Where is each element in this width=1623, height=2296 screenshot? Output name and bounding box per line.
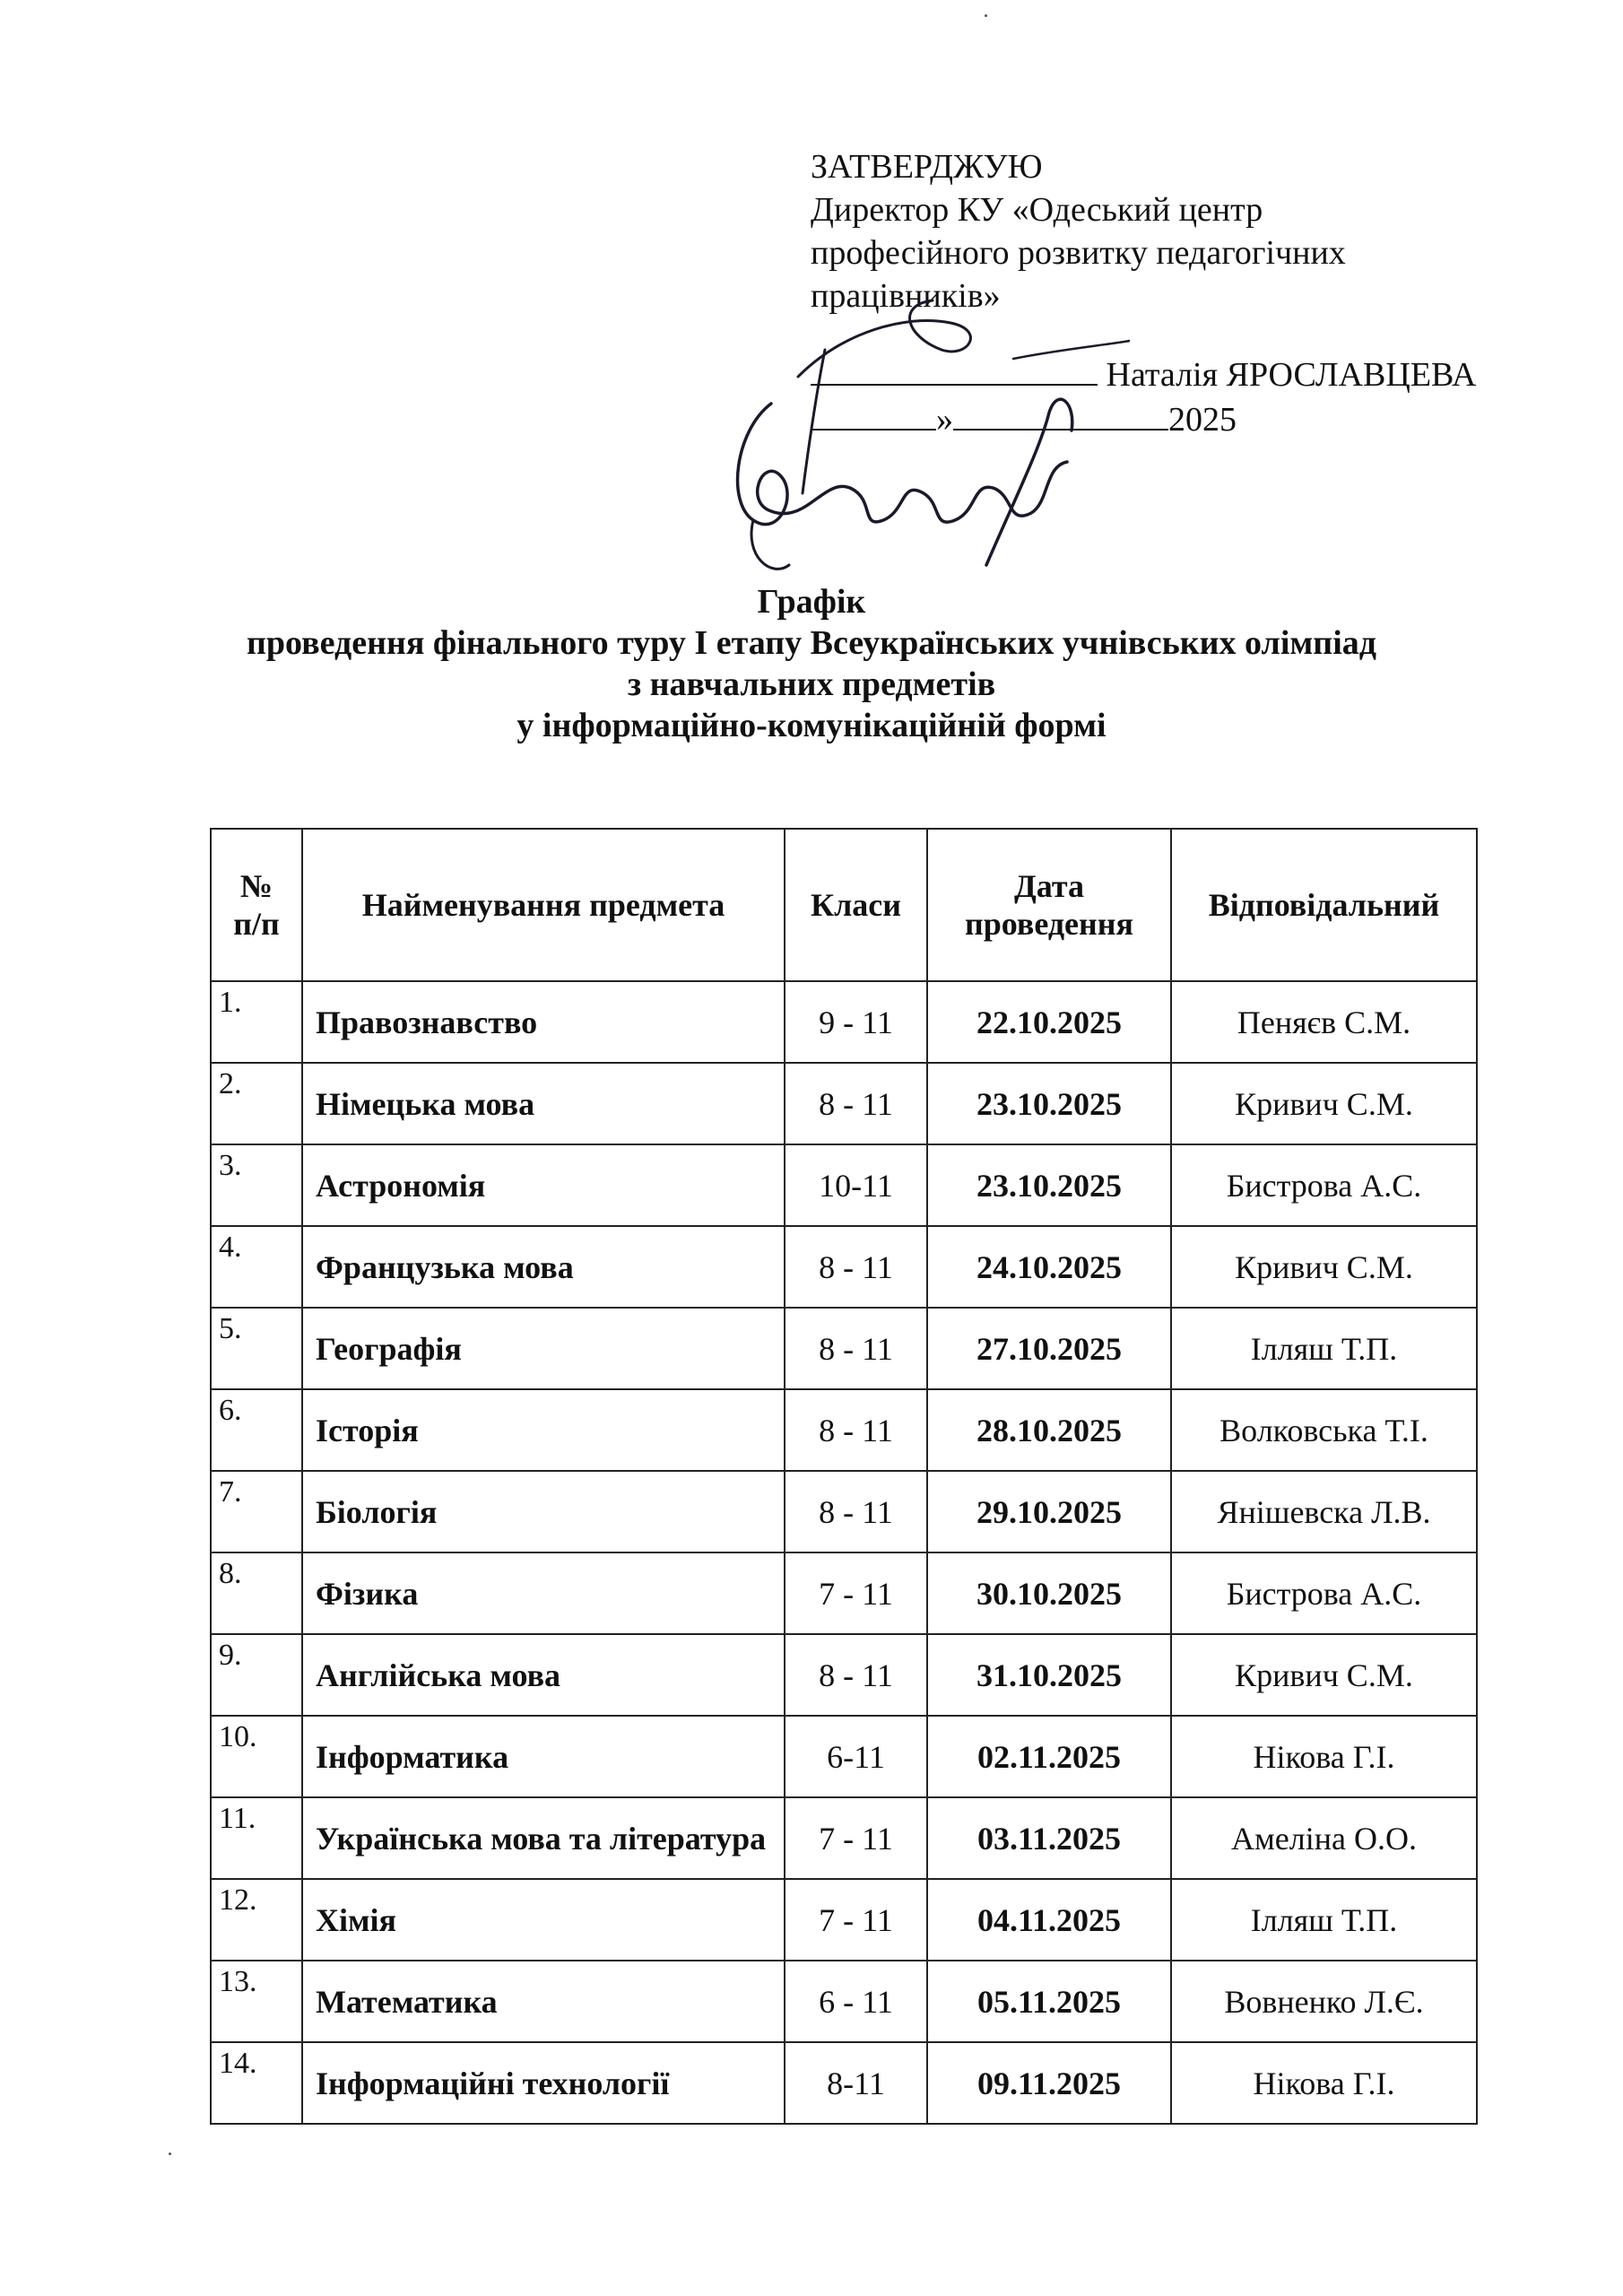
row-num: 10.: [211, 1716, 302, 1797]
row-responsible: Пеняєв С.М.: [1171, 981, 1477, 1063]
table-row: [211, 1716, 1477, 1797]
row-subject: Французька мова: [302, 1226, 785, 1308]
row-responsible: Амеліна О.О.: [1171, 1797, 1477, 1879]
row-date: 24.10.2025: [927, 1226, 1171, 1308]
row-responsible: Волковська Т.І.: [1171, 1389, 1477, 1471]
header-date-line1: Дата: [1014, 868, 1084, 904]
scan-speck: [169, 2152, 171, 2155]
row-responsible: Нікова Г.І.: [1171, 1716, 1477, 1797]
row-date: 04.11.2025: [927, 1879, 1171, 1961]
row-subject: Фізика: [302, 1552, 785, 1634]
row-classes: 8 - 11: [785, 1063, 927, 1144]
row-date: 28.10.2025: [927, 1389, 1171, 1471]
table-row: [211, 1797, 1477, 1879]
row-classes: 7 - 11: [785, 1552, 927, 1634]
header-date: [927, 829, 1171, 981]
scan-speck: [985, 14, 987, 17]
row-date: 30.10.2025: [927, 1552, 1171, 1634]
document-title: [0, 581, 1623, 746]
row-date: 29.10.2025: [927, 1471, 1171, 1552]
table-row: [211, 1063, 1477, 1144]
table-row: [211, 981, 1477, 1063]
row-subject: Українська мова та література: [302, 1797, 785, 1879]
row-responsible: Ілляш Т.П.: [1171, 1879, 1477, 1961]
row-responsible: Кривич С.М.: [1171, 1634, 1477, 1716]
row-date: 09.11.2025: [927, 2042, 1171, 2124]
row-num: 12.: [211, 1879, 302, 1961]
table-row: [211, 1144, 1477, 1226]
approval-position-line3: працівників»: [811, 277, 1001, 315]
row-subject: Інформатика: [302, 1716, 785, 1797]
row-subject: Німецька мова: [302, 1063, 785, 1144]
table-row: [211, 1961, 1477, 2042]
table-row: [211, 1226, 1477, 1308]
header-responsible: Відповідальний: [1171, 829, 1477, 981]
header-subject: Найменування предмета: [302, 829, 785, 981]
table-row: [211, 1552, 1477, 1634]
row-subject: Правознавство: [302, 981, 785, 1063]
title-line1: Графік: [757, 583, 866, 621]
row-responsible: Бистрова А.С.: [1171, 1552, 1477, 1634]
row-num: 13.: [211, 1961, 302, 2042]
header-num-line1: №: [239, 868, 273, 904]
row-date: 23.10.2025: [927, 1144, 1171, 1226]
row-date: 22.10.2025: [927, 981, 1171, 1063]
row-num: 6.: [211, 1389, 302, 1471]
header-num: [211, 829, 302, 981]
row-date: 31.10.2025: [927, 1634, 1171, 1716]
approval-position-line1: Директор КУ «Одеський центр: [811, 191, 1263, 229]
row-classes: 8 - 11: [785, 1308, 927, 1389]
row-responsible: Янішевска Л.В.: [1171, 1471, 1477, 1552]
director-name: Наталія ЯРОСЛАВЦЕВА: [1106, 356, 1477, 394]
table-row: [211, 1389, 1477, 1471]
table-row: [211, 1308, 1477, 1389]
table-header-row: [211, 829, 1477, 981]
approval-heading: ЗАТВЕРДЖУЮ: [811, 148, 1043, 186]
row-num: 5.: [211, 1308, 302, 1389]
row-num: 7.: [211, 1471, 302, 1552]
row-num: 2.: [211, 1063, 302, 1144]
row-classes: 9 - 11: [785, 981, 927, 1063]
row-date: 05.11.2025: [927, 1961, 1171, 2042]
row-num: 4.: [211, 1226, 302, 1308]
row-responsible: Кривич С.М.: [1171, 1226, 1477, 1308]
row-subject: Астрономія: [302, 1144, 785, 1226]
row-subject: Англійська мова: [302, 1634, 785, 1716]
header-date-line2: проведення: [965, 906, 1133, 942]
row-num: 14.: [211, 2042, 302, 2124]
row-classes: 8-11: [785, 2042, 927, 2124]
title-line4: у інформаційно-комунікаційній формі: [516, 707, 1107, 744]
row-subject: Математика: [302, 1961, 785, 2042]
title-line2: проведення фінального туру І етапу Всеукраїнських учнівських олімпіад: [247, 624, 1376, 662]
row-num: 8.: [211, 1552, 302, 1634]
row-classes: 6-11: [785, 1716, 927, 1797]
row-classes: 10-11: [785, 1144, 927, 1226]
row-date: 23.10.2025: [927, 1063, 1171, 1144]
row-responsible: Бистрова А.С.: [1171, 1144, 1477, 1226]
table-row: [211, 1634, 1477, 1716]
row-num: 11.: [211, 1797, 302, 1879]
approval-year: 2025: [1168, 401, 1237, 439]
row-subject: Інформаційні технології: [302, 2042, 785, 2124]
row-num: 1.: [211, 981, 302, 1063]
row-num: 9.: [211, 1634, 302, 1716]
row-classes: 8 - 11: [785, 1226, 927, 1308]
row-responsible: Ілляш Т.П.: [1171, 1308, 1477, 1389]
row-subject: Біологія: [302, 1471, 785, 1552]
table-row: [211, 1879, 1477, 1961]
table-row: [211, 2042, 1477, 2124]
approval-position-line2: професійного розвитку педагогічних: [811, 234, 1346, 272]
row-subject: Історія: [302, 1389, 785, 1471]
row-date: 02.11.2025: [927, 1716, 1171, 1797]
row-responsible: Нікова Г.І.: [1171, 2042, 1477, 2124]
row-num: 3.: [211, 1144, 302, 1226]
row-date: 27.10.2025: [927, 1308, 1171, 1389]
row-classes: 8 - 11: [785, 1471, 927, 1552]
header-classes: Класи: [785, 829, 927, 981]
title-line3: з навчальних предметів: [627, 665, 996, 703]
header-num-line2: п/п: [233, 906, 280, 942]
date-quote: »: [936, 401, 953, 439]
row-classes: 7 - 11: [785, 1797, 927, 1879]
schedule-table: [210, 828, 1478, 2125]
row-date: 03.11.2025: [927, 1797, 1171, 1879]
handwritten-signature: [717, 296, 1130, 583]
row-classes: 6 - 11: [785, 1961, 927, 2042]
row-subject: Хімія: [302, 1879, 785, 1961]
row-classes: 7 - 11: [785, 1879, 927, 1961]
row-classes: 8 - 11: [785, 1389, 927, 1471]
row-classes: 8 - 11: [785, 1634, 927, 1716]
row-responsible: Вовненко Л.Є.: [1171, 1961, 1477, 2042]
row-subject: Географія: [302, 1308, 785, 1389]
table-row: [211, 1471, 1477, 1552]
row-responsible: Кривич С.М.: [1171, 1063, 1477, 1144]
